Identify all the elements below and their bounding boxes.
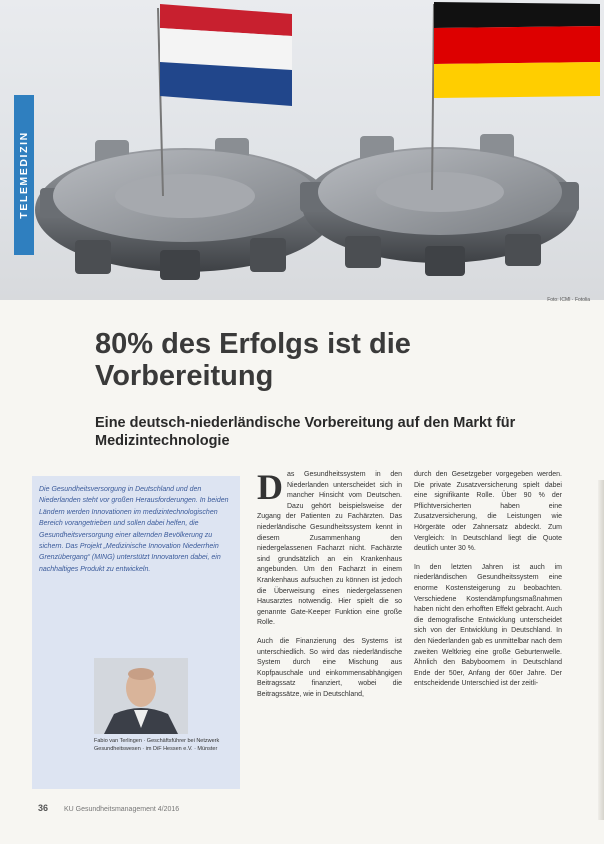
page-edge — [598, 480, 604, 820]
body-paragraph: In den letzten Jahren ist auch im niederländischen Gesundheitssystem eine enorme Kostensteigerung zu beobachten. Verschiedene Kostendämpfungsmaßnahmen haben nicht den erhofften Effekt gebracht. Auch die demografische Entwicklung unterscheidet sich von der Entwicklung in Deutschland. In den Niederlanden gab es unmittelbar nach dem zweiten Weltkrieg eine große Geburtenwelle. Ähnlich den Babyboomern in Deutschland Ende der 50er, Anfang der 60er Jahre. Der entscheidende Unterschied ist der zeitli- — [414, 563, 562, 688]
page-footer — [38, 803, 179, 813]
body-paragraph: as Gesundheitssystem in den Niederlanden unterscheidet sich in mancher Hinsicht vom Deutschen. Dazu gehört beispielsweise der Zugang der Patienten zu Fachärzten. Das niederländische Gesundheitssystem kennt in diesem Zusammenhang den niedergelassenen Facharzt nicht. Fachärzte sind grundsätzlich an ein Krankenhaus angebunden. Um den Facharzt in einem Krankenhaus aufsuchen zu können ist jedoch die Überweisung eines niedergelassenen Hausarztes notwendig. Hier spielt die so genannte Gate-Keeper Funktion eine große Rolle. — [257, 471, 402, 627]
dropcap: D — [257, 467, 283, 507]
body-paragraph: durch den Gesetzgeber vorgegeben werden. Die private Zusatzversicherung spielt dabei eine signifikante Rolle. Über 90 % der Pflichtversicherten haben eine Zusatzversicherung, die Leistungen wie Hörgeräte oder Zahnersatz abdeckt. Zum Vergleich: In Deutschland liegt die Quote deutlich unter 30 %. — [414, 471, 562, 553]
page-number: 36 — [38, 803, 49, 813]
section-tab — [14, 95, 34, 255]
body-column-1 — [257, 467, 402, 708]
body-paragraph: Auch die Finanzierung des Systems ist unterschiedlich. So wird das niederländische System durch eine Mischung aus Kopfpauschale und einkommensabhängigen Beitragssatz finanziert, wobei die Beitragssätze, wie in Deutschland, — [257, 637, 402, 698]
gear-left-icon — [35, 138, 335, 280]
portrait-image — [94, 658, 188, 734]
magazine-name: KU Gesundheitsmanagement 4/2016 — [63, 806, 180, 813]
intro-box — [32, 476, 240, 789]
article-title: 80% des Erfolgs ist die Vorbereitung — [95, 328, 411, 392]
gears-flags-illustration — [0, 0, 604, 300]
author-portrait — [94, 658, 188, 734]
gear-right-icon — [300, 134, 579, 276]
intro-text: Die Gesundheitsversorgung in Deutschland und den Niederlanden steht vor großen Herausforderungen. In beiden Ländern werden Innovationen im medizintechnologischen Bereich vorangetrieben und sollen dabei helfen, die Gesundheitsversorgung einer alternden Bevölkerung zu sichern. Das Projekt „Medizinische Innovation Niederrhein Grenzübergang“ (MING) unterstützt Innovatoren dabei, ein nachhaltiges Produkt zu entwickeln. — [39, 486, 229, 573]
section-tab-label: TELEMEDIZIN — [18, 131, 31, 219]
header-photo — [0, 0, 604, 300]
article-subtitle: Eine deutsch-niederländische Vorbereitung auf den Markt für Medizintechnologie — [95, 415, 516, 449]
photo-credit: Foto: ICMI · Fotolia — [547, 297, 590, 303]
body-column-2 — [414, 470, 562, 698]
portrait-caption: Fabio van Terlingen · Geschäftsführer bei Netzwerk Gesundheitswesen · im DiF Hessen e.V. · Münster — [94, 738, 220, 752]
